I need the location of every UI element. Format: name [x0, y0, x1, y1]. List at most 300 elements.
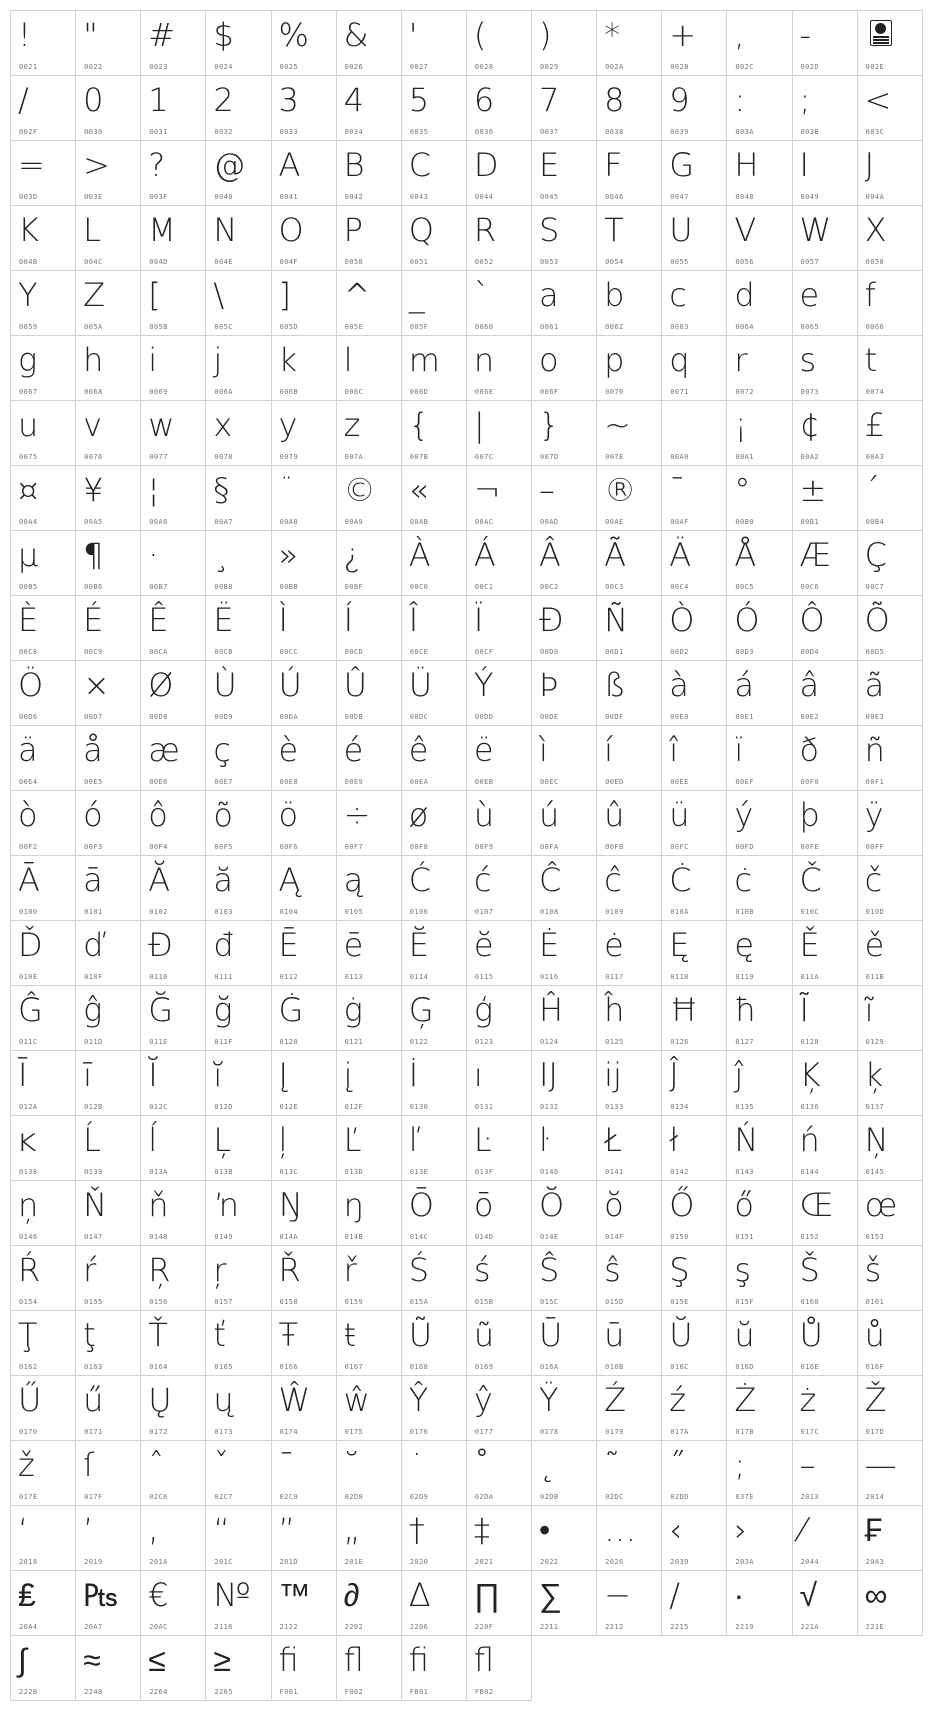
- glyph-codepoint: 0120: [279, 1038, 298, 1046]
- glyph-char: ≤: [148, 1641, 166, 1679]
- glyph-cell: [662, 1376, 727, 1441]
- glyph-cell: [597, 336, 662, 401]
- glyph-char: ň: [148, 1186, 169, 1224]
- glyph-char: ĺ: [148, 1121, 158, 1159]
- glyph-cell: [272, 1311, 337, 1376]
- glyph-cell: [532, 11, 597, 76]
- glyph-char: °: [734, 471, 751, 509]
- glyph-cell: [858, 1311, 923, 1376]
- glyph-codepoint: 0061: [540, 323, 559, 331]
- glyph-cell: [76, 76, 141, 141]
- glyph-codepoint: 00CE: [409, 648, 429, 656]
- glyph-cell: [662, 1116, 727, 1181]
- glyph-codepoint: 014E: [540, 1233, 559, 1241]
- glyph-cell: [532, 1376, 597, 1441]
- glyph-codepoint: 0105: [344, 908, 364, 916]
- glyph-codepoint: 2039: [670, 1558, 689, 1566]
- glyph-cell: [467, 271, 532, 336]
- glyph-char: ‡: [473, 1511, 490, 1549]
- glyph-codepoint: 0178: [540, 1428, 559, 1436]
- glyph-cell: [11, 1311, 76, 1376]
- glyph-codepoint: 00C7: [865, 583, 885, 591]
- glyph-codepoint: 005E: [344, 323, 364, 331]
- glyph-codepoint: 00B0: [735, 518, 754, 526]
- glyph-codepoint: 222B: [19, 1688, 38, 1696]
- glyph-char: Q: [408, 211, 434, 249]
- glyph-char: _: [408, 276, 425, 314]
- glyph-char: Ĩ: [799, 991, 809, 1029]
- glyph-cell: [337, 76, 402, 141]
- glyph-cell: [793, 466, 858, 531]
- glyph-cell: [662, 336, 727, 401]
- glyph-cell: [727, 1376, 792, 1441]
- glyph-codepoint: 00CF: [474, 648, 494, 656]
- glyph-codepoint: 011A: [800, 973, 819, 981]
- glyph-codepoint: 003A: [735, 128, 754, 136]
- glyph-cell: [11, 401, 76, 466]
- glyph-codepoint: 007E: [605, 453, 624, 461]
- glyph-codepoint: 00A5: [84, 518, 103, 526]
- glyph-cell: [76, 856, 141, 921]
- glyph-char: Ŕ: [18, 1251, 41, 1289]
- glyph-cell: [337, 336, 402, 401]
- glyph-codepoint: 014C: [409, 1233, 429, 1241]
- glyph-codepoint: 010C: [800, 908, 819, 916]
- glyph-char: ∏: [473, 1576, 501, 1614]
- glyph-codepoint: 0043: [409, 193, 429, 201]
- glyph-char: þ: [799, 796, 820, 834]
- glyph-cell: [272, 76, 337, 141]
- glyph-codepoint: 00CB: [214, 648, 233, 656]
- glyph-cell: [727, 791, 792, 856]
- glyph-codepoint: 010E: [19, 973, 38, 981]
- glyph-cell: [662, 726, 727, 791]
- glyph-cell: [532, 141, 597, 206]
- glyph-cell: [272, 336, 337, 401]
- glyph-codepoint: 0156: [149, 1298, 168, 1306]
- glyph-cell: [272, 596, 337, 661]
- glyph-codepoint: 00F1: [865, 778, 885, 786]
- glyph-char: K: [18, 211, 39, 249]
- glyph-codepoint: 003F: [149, 193, 168, 201]
- glyph-char: Ù: [213, 666, 237, 704]
- glyph-char: y: [278, 406, 298, 444]
- glyph-codepoint: 0171: [84, 1428, 103, 1436]
- glyph-cell: [11, 986, 76, 1051]
- glyph-char: %: [278, 16, 309, 54]
- glyph-codepoint: 0111: [214, 973, 233, 981]
- glyph-cell: [402, 791, 467, 856]
- glyph-char: Ţ: [18, 1316, 38, 1354]
- glyph-char: ∑: [539, 1576, 562, 1614]
- glyph-cell: [337, 1441, 402, 1506]
- glyph-codepoint: 0100: [19, 908, 38, 916]
- glyph-cell: [597, 661, 662, 726]
- glyph-char: ű: [83, 1381, 104, 1419]
- glyph-char: ż: [799, 1381, 817, 1419]
- glyph-codepoint: 0172: [149, 1428, 168, 1436]
- glyph-codepoint: 00E4: [19, 778, 38, 786]
- glyph-cell: [793, 1181, 858, 1246]
- glyph-codepoint: 00DF: [605, 713, 624, 721]
- glyph-char: ľ: [408, 1121, 421, 1159]
- glyph-cell: [337, 1376, 402, 1441]
- glyph-cell: [662, 76, 727, 141]
- glyph-codepoint: 00AE: [605, 518, 624, 526]
- glyph-codepoint: 0057: [800, 258, 819, 266]
- glyph-cell: [141, 921, 206, 986]
- glyph-char: Ť: [148, 1316, 168, 1354]
- glyph-char: Ĝ: [18, 991, 43, 1029]
- glyph-codepoint: 201C: [214, 1558, 233, 1566]
- glyph-char: á: [734, 666, 754, 704]
- glyph-char: ô: [148, 796, 168, 834]
- glyph-char: Ć: [408, 861, 432, 899]
- glyph-char: f: [864, 276, 876, 314]
- glyph-codepoint: 003B: [800, 128, 819, 136]
- glyph-codepoint: 00B5: [19, 583, 38, 591]
- glyph-cell: [467, 76, 532, 141]
- glyph-codepoint: 002F: [19, 128, 38, 136]
- glyph-codepoint: 00FB: [605, 843, 624, 851]
- glyph-codepoint: 0121: [344, 1038, 364, 1046]
- glyph-codepoint: 0134: [670, 1103, 689, 1111]
- glyph-cell: [337, 1636, 402, 1701]
- glyph-char: đ: [213, 926, 234, 964]
- glyph-cell: [206, 1376, 271, 1441]
- glyph-codepoint: 00F2: [19, 843, 38, 851]
- glyph-char: ç: [213, 731, 231, 769]
- glyph-cell: [402, 401, 467, 466]
- glyph-char: ¥: [83, 471, 104, 509]
- glyph-char: ć: [473, 861, 492, 899]
- glyph-cell: [206, 1116, 271, 1181]
- glyph-codepoint: 00B4: [865, 518, 885, 526]
- glyph-codepoint: 004B: [19, 258, 38, 266]
- glyph-char: =: [18, 146, 45, 184]
- glyph-codepoint: 00DD: [474, 713, 494, 721]
- glyph-char: ĉ: [604, 861, 622, 899]
- glyph-char: Ý: [473, 666, 494, 704]
- glyph-char: 0: [83, 81, 104, 119]
- glyph-codepoint: 00B1: [800, 518, 819, 526]
- glyph-char: ₣: [864, 1511, 883, 1549]
- glyph-char: +: [669, 16, 697, 54]
- glyph-codepoint: 00F9: [474, 843, 494, 851]
- glyph-char: œ: [864, 1186, 898, 1224]
- glyph-codepoint: 003D: [19, 193, 38, 201]
- glyph-char: Ã: [604, 536, 627, 574]
- glyph-char: ţ: [83, 1316, 96, 1354]
- glyph-cell: [532, 531, 597, 596]
- glyph-cell: [597, 76, 662, 141]
- glyph-codepoint: 0164: [149, 1363, 168, 1371]
- glyph-cell: [662, 1051, 727, 1116]
- glyph-codepoint: 00B6: [84, 583, 103, 591]
- glyph-char: I: [799, 146, 809, 184]
- glyph-char: Ż: [734, 1381, 757, 1419]
- glyph-char: §: [213, 471, 230, 509]
- glyph-codepoint: 0035: [409, 128, 429, 136]
- glyph-char: S: [539, 211, 560, 249]
- glyph-cell: [206, 1311, 271, 1376]
- glyph-char: Ħ: [669, 991, 699, 1029]
- glyph-cell: [141, 11, 206, 76]
- glyph-char: Ĺ: [83, 1121, 101, 1159]
- glyph-codepoint: 017E: [19, 1493, 38, 1501]
- glyph-cell: [793, 1506, 858, 1571]
- glyph-char: }: [539, 406, 560, 444]
- glyph-codepoint: 0053: [540, 258, 559, 266]
- glyph-char: Ě: [799, 926, 820, 964]
- glyph-codepoint: 0155: [84, 1298, 103, 1306]
- glyph-char: T: [604, 211, 624, 249]
- glyph-cell: [467, 1376, 532, 1441]
- glyph-cell: [141, 206, 206, 271]
- glyph-cell: [858, 466, 923, 531]
- glyph-char: ∙: [734, 1576, 744, 1614]
- glyph-codepoint: 015E: [670, 1298, 689, 1306]
- glyph-cell: [141, 1116, 206, 1181]
- glyph-char: ∆: [408, 1576, 431, 1614]
- glyph-char: É: [83, 601, 104, 639]
- glyph-char: ;: [734, 1446, 746, 1484]
- glyph-char: Û: [343, 666, 368, 704]
- glyph-codepoint: 014D: [474, 1233, 494, 1241]
- glyph-codepoint: FB01: [409, 1688, 429, 1696]
- glyph-codepoint: 0138: [19, 1168, 38, 1176]
- glyph-codepoint: 010B: [735, 908, 754, 916]
- glyph-cell: [206, 791, 271, 856]
- glyph-codepoint: 0042: [344, 193, 364, 201]
- glyph-codepoint: 0133: [605, 1103, 624, 1111]
- glyph-cell: [141, 1181, 206, 1246]
- glyph-cell: [858, 76, 923, 141]
- glyph-char: d: [734, 276, 755, 314]
- glyph-codepoint: 00B7: [149, 583, 168, 591]
- glyph-codepoint: 00D8: [149, 713, 168, 721]
- glyph-codepoint: 012D: [214, 1103, 233, 1111]
- glyph-char: Ú: [278, 666, 302, 704]
- glyph-codepoint: 0104: [279, 908, 298, 916]
- glyph-char: №: [213, 1576, 251, 1614]
- glyph-cell: [597, 726, 662, 791]
- glyph-char: ś: [473, 1251, 491, 1289]
- glyph-char: s: [799, 341, 817, 379]
- glyph-codepoint: 2019: [84, 1558, 103, 1566]
- glyph-char: Z: [83, 276, 106, 314]
- glyph-char: Ĉ: [539, 861, 562, 899]
- glyph-codepoint: 015F: [735, 1298, 754, 1306]
- glyph-cell: [727, 1116, 792, 1181]
- glyph-char: ˜: [604, 1446, 621, 1484]
- glyph-codepoint: 0027: [409, 63, 429, 71]
- glyph-cell: [727, 1571, 792, 1636]
- glyph-char: ŉ: [213, 1186, 240, 1224]
- glyph-codepoint: 0124: [540, 1038, 559, 1046]
- glyph-codepoint: 2122: [279, 1623, 298, 1631]
- glyph-cell: [597, 531, 662, 596]
- glyph-char: Ċ: [669, 861, 692, 899]
- glyph-codepoint: 003C: [865, 128, 885, 136]
- glyph-char: ď: [83, 926, 104, 964]
- glyph-cell: [402, 11, 467, 76]
- glyph-cell: [467, 336, 532, 401]
- glyph-cell: [793, 1376, 858, 1441]
- glyph-cell: [662, 596, 727, 661]
- glyph-char: û: [604, 796, 625, 834]
- glyph-cell: [467, 1571, 532, 1636]
- glyph-codepoint: 004E: [214, 258, 233, 266]
- glyph-char: š: [864, 1251, 882, 1289]
- glyph-cell: [467, 791, 532, 856]
- glyph-char: ∞: [864, 1576, 888, 1614]
- glyph-char: ŧ: [343, 1316, 357, 1354]
- glyph-codepoint: 011C: [19, 1038, 38, 1046]
- glyph-char: ¦: [148, 471, 160, 509]
- glyph-cell: [11, 1116, 76, 1181]
- glyph-codepoint: 00F3: [84, 843, 103, 851]
- glyph-codepoint: 0054: [605, 258, 624, 266]
- glyph-char: ¬: [473, 471, 501, 509]
- glyph-codepoint: 017B: [735, 1428, 754, 1436]
- glyph-char: Ĵ: [669, 1056, 679, 1094]
- glyph-cell: [597, 791, 662, 856]
- glyph-cell: [662, 11, 727, 76]
- glyph-codepoint: 00AC: [474, 518, 494, 526]
- glyph-codepoint: 00EC: [540, 778, 559, 786]
- glyph-codepoint: 0169: [474, 1363, 494, 1371]
- glyph-codepoint: 20A4: [19, 1623, 38, 1631]
- glyph-codepoint: 0039: [670, 128, 689, 136]
- glyph-codepoint: 0075: [19, 453, 38, 461]
- glyph-codepoint: 2026: [605, 1558, 624, 1566]
- glyph-cell: [76, 206, 141, 271]
- glyph-cell: [206, 1181, 271, 1246]
- glyph-codepoint: 0059: [19, 323, 38, 331]
- glyph-char: ¯: [669, 471, 686, 509]
- glyph-codepoint: 017D: [865, 1428, 885, 1436]
- glyph-cell: [272, 206, 337, 271]
- glyph-cell: [662, 1506, 727, 1571]
- glyph-cell: [402, 206, 467, 271]
- glyph-char: ù: [473, 796, 495, 834]
- glyph-codepoint: 0046: [605, 193, 624, 201]
- glyph-char: Ŋ: [278, 1186, 303, 1224]
- glyph-cell: [337, 466, 402, 531]
- glyph-cell: [206, 1506, 271, 1571]
- glyph-codepoint: 00FE: [800, 843, 819, 851]
- glyph-codepoint: 006A: [214, 388, 233, 396]
- glyph-codepoint: 007A: [344, 453, 364, 461]
- glyph-codepoint: 006D: [409, 388, 429, 396]
- glyph-cell: [662, 1181, 727, 1246]
- glyph-codepoint: 013B: [214, 1168, 233, 1176]
- glyph-cell: [532, 1181, 597, 1246]
- glyph-codepoint: 2215: [670, 1623, 689, 1631]
- glyph-codepoint: 013A: [149, 1168, 168, 1176]
- glyph-char: č: [864, 861, 883, 899]
- glyph-cell: [337, 1571, 402, 1636]
- glyph-cell: [793, 921, 858, 986]
- glyph-cell: [206, 1636, 271, 1701]
- glyph-cell: [337, 791, 402, 856]
- glyph-cell: [727, 271, 792, 336]
- glyph-char: |: [473, 406, 485, 444]
- glyph-char: õ: [213, 796, 233, 834]
- glyph-cell: [272, 401, 337, 466]
- glyph-cell: [402, 1441, 467, 1506]
- glyph-codepoint: 0058: [865, 258, 885, 266]
- glyph-codepoint: 006B: [279, 388, 298, 396]
- glyph-char: Ē: [278, 926, 299, 964]
- glyph-cell: [272, 141, 337, 206]
- glyph-cell: [793, 986, 858, 1051]
- glyph-cell: [727, 986, 792, 1051]
- glyph-codepoint: 0045: [540, 193, 559, 201]
- glyph-char: Ç: [864, 536, 887, 574]
- glyph-codepoint: 0022: [84, 63, 103, 71]
- glyph-cell: [337, 1506, 402, 1571]
- glyph-char: Ģ: [408, 991, 434, 1029]
- glyph-char: ã: [864, 666, 885, 704]
- glyph-codepoint: 0131: [474, 1103, 494, 1111]
- glyph-cell: [793, 76, 858, 141]
- glyph-cell: [597, 206, 662, 271]
- glyph-char: ©: [343, 471, 376, 509]
- glyph-char: ť: [213, 1316, 226, 1354]
- glyph-cell: [76, 1116, 141, 1181]
- glyph-cell: [272, 1116, 337, 1181]
- glyph-cell: [141, 596, 206, 661]
- glyph-codepoint: 0071: [670, 388, 689, 396]
- glyph-char: p: [604, 341, 625, 379]
- glyph-cell: [793, 206, 858, 271]
- glyph-codepoint: 00CA: [149, 648, 168, 656]
- glyph-codepoint: 20A3: [865, 1558, 885, 1566]
- glyph-char: m: [408, 341, 440, 379]
- glyph-cell: [141, 1246, 206, 1311]
- glyph-codepoint: 0113: [344, 973, 364, 981]
- glyph-codepoint: 0056: [735, 258, 754, 266]
- glyph-cell: [662, 531, 727, 596]
- glyph-cell: [141, 856, 206, 921]
- glyph-char: Ļ: [213, 1121, 232, 1159]
- glyph-cell: [727, 1506, 792, 1571]
- glyph-codepoint: 0170: [19, 1428, 38, 1436]
- glyph-codepoint: 00A8: [279, 518, 298, 526]
- glyph-codepoint: 0141: [605, 1168, 624, 1176]
- glyph-char: Ā: [18, 861, 40, 899]
- glyph-cell: [858, 1246, 923, 1311]
- glyph-char: Y: [18, 276, 38, 314]
- glyph-cell: [272, 856, 337, 921]
- glyph-char: ₤: [18, 1576, 36, 1614]
- glyph-char: 7: [539, 81, 560, 119]
- glyph-codepoint: 015D: [605, 1298, 624, 1306]
- glyph-codepoint: 016B: [605, 1363, 624, 1371]
- glyph-char: U: [669, 211, 693, 249]
- glyph-char: ę: [734, 926, 755, 964]
- glyph-codepoint: 00C6: [800, 583, 819, 591]
- glyph-codepoint: 02D9: [409, 1493, 429, 1501]
- glyph-cell: [402, 1246, 467, 1311]
- glyph-char: (: [473, 16, 487, 54]
- glyph-char: Ŏ: [539, 1186, 565, 1224]
- glyph-char: Î: [408, 601, 419, 639]
- glyph-codepoint: 037E: [735, 1493, 754, 1501]
- glyph-char: Ą: [278, 861, 301, 899]
